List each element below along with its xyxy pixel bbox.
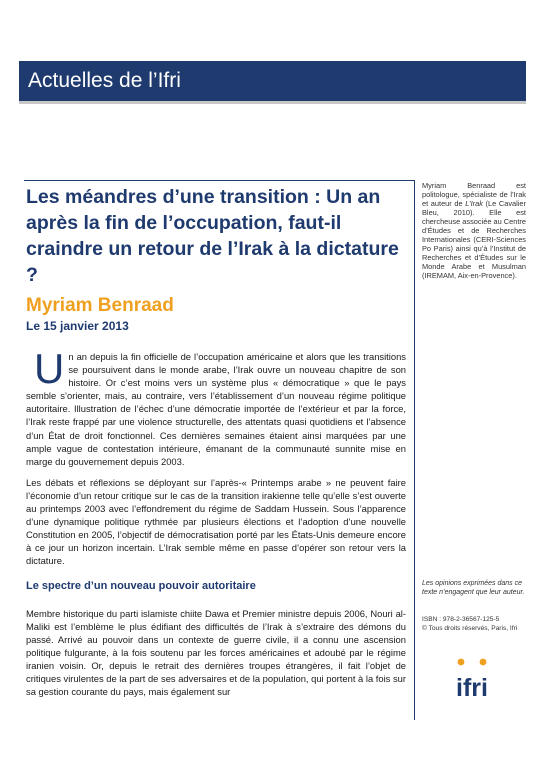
isbn: ISBN : 978-2-36567-125-5: [422, 616, 500, 623]
article-body: [26, 345, 406, 706]
paragraph-3: Membre historique du parti islamiste chiite Dawa et Premier ministre depuis 2006, Nouri al-Maliki est l’emblème le plus édifiant des difficultés de l’Irak à s’extraire des démons du passé. Arrivé au pouvoir dans un contexte de guerre civile, il a connu une ascension politique fulgurante, à la fois soutenu par les forces américaines et adoubé par le régime iranien voisin. Or, depuis le retrait des dernières troupes étrangères, il fait l’objet de critiques virulentes de la part de ses adversaires et de la population, qui portent à la fois sur sa gestion courante du pays, mais également sur: [26, 607, 406, 698]
series-title: Actuelles de l’Ifri: [28, 69, 181, 92]
column-divider: [414, 180, 415, 720]
bio-text-start: Myriam Benraad est politologue, spécialiste de l’Irak et auteur de: [422, 181, 526, 208]
disclaimer: Les opinions exprimées dans ce texte n’engagent que leur auteur.: [422, 580, 525, 596]
header-banner: [19, 61, 526, 104]
paragraph-2: Les débats et réflexions se déployant sur l’après-« Printemps arabe » ne peuvent faire l’économie d’un retour critique sur le cas de la transition irakienne telle qu’elle s’est ouverte au printemps 2003 avec l’effondrement du régime de Saddam Hussein. Sous l’apparence d’une dynamique politique rythmée par plusieurs élections et l’adoption d’une nouvelle Constitution en 2005, l’objectif de démocratisation porté par les États-Unis demeure encore à ce jour un horizon incertain. L’Irak semble même en passe d’opérer son retour vers la dictature.: [26, 476, 406, 567]
article-title: Les méandres d’une transition : Un an après la fin de l’occupation, faut-il craindre un retour de l’Irak à la dictature ?: [26, 186, 399, 286]
copyright: © Tous droits réservés, Paris, Ifri: [422, 624, 518, 632]
publication-info: [422, 616, 532, 633]
bio-book-title: L’Irak: [465, 199, 483, 208]
logo-text: ifri: [456, 674, 488, 702]
paragraph-1-text: n an depuis la fin officielle de l’occupation américaine et alors que les transitions se poursuivent dans le monde arabe, l’Irak ouvre un nouveau chapitre de son histoire. Or c’est moins vers un système plus « démocratique » que le pays semble s’orienter, mais, au contraire, vers l’établissement d’un nouveau régime politique autoritaire. Illustration de l’échec d’une démocratie importée de l’extérieur et par la force, l’Irak reste frappé par une violence structurelle, des attentats quasi quotidiens et l’absence d’un État de droit fonctionnel. Ces dernières semaines étaient ainsi marquées par une ample vague de contestation intérieure, émanant de la communauté sunnite mise en marge du gouvernement depuis 2003.: [26, 351, 406, 467]
author-bio: [422, 181, 526, 280]
section-heading: Le spectre d’un nouveau pouvoir autoritaire: [26, 579, 256, 592]
title-rule: [24, 180, 414, 181]
article-date: Le 15 janvier 2013: [26, 319, 129, 333]
article-author: Myriam Benraad: [26, 295, 174, 316]
paragraph-1: [26, 345, 406, 468]
ifri-logo: [452, 654, 492, 704]
dropcap: U: [34, 345, 65, 392]
bio-text-end: (Le Cavalier Bleu, 2010). Elle est chercheuse associée au Centre d’Études et de Recherches Internationales (CERI-Sciences Po Paris) ainsi qu’à l’Institut de Recherches et d’Études sur le Monde Arabe et Musulman (IREMAM, Aix-en-Provence).: [422, 199, 526, 280]
